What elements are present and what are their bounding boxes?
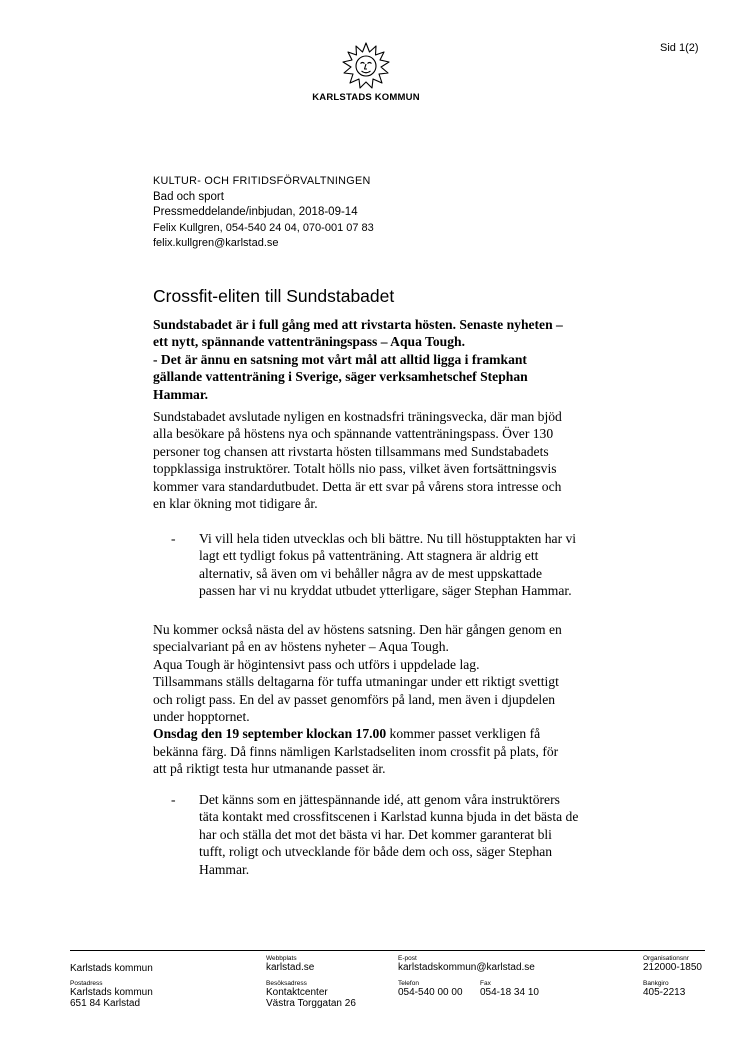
quote-dash: - (171, 531, 176, 546)
event-date-rest: kommer passet verkligen få (386, 726, 541, 742)
footer-visit-line1: Kontaktcenter (266, 987, 328, 998)
paragraph-line: Tillsammans ställs deltagarna för tuffa utmaningar under ett riktigt svettigt (153, 674, 559, 690)
quote-line: Hammar. (199, 861, 250, 877)
footer-bank-value: 405-2213 (643, 987, 686, 998)
footer-org-name-value: Karlstads kommun (70, 963, 153, 974)
footer-email-value[interactable]: karlstadskommun@karlstad.se (398, 962, 535, 973)
footer-bank-label: Bankgiro (643, 980, 669, 987)
quote-line: Det känns som en jättespännande idé, att genom våra instruktörers (199, 792, 560, 807)
lead-line: gällande vattenträning i Sverige, säger verksamhetschef Stephan (153, 369, 528, 385)
paragraph-line: att på riktigt testa hur utmanande passet är. (153, 761, 386, 777)
lead-line: Hammar. (153, 386, 208, 402)
paragraph-line: under hopptornet. (153, 709, 250, 725)
lead-line: ett nytt, spännande vattenträningspass – Aqua Tough. (153, 334, 465, 350)
quote-1 (171, 530, 626, 600)
contact-email[interactable]: felix.kullgren@karlstad.se (153, 237, 279, 250)
page-title: Crossfit-eliten till Sundstabadet (153, 286, 395, 306)
footer-divider (70, 950, 705, 951)
paragraph-line: alla besökare på höstens nya och spännande vattenträningspass. Över 130 (153, 426, 554, 442)
footer-fax-label: Fax (480, 980, 491, 987)
lead-line: - Det är ännu en satsning mot vårt mål att alltid ligga i framkant (153, 351, 527, 367)
footer-bank (643, 980, 685, 998)
unit: Bad och sport (153, 190, 224, 203)
footer-visit-label: Besöksadress (266, 980, 307, 987)
footer-phone-value: 054-540 00 00 (398, 987, 463, 998)
footer-web-label: Webbplats (266, 955, 297, 962)
sun-logo-icon (341, 42, 391, 90)
quote-dash: - (171, 792, 176, 807)
quote-line: täta kontakt med crossfitscenen i Karlstad kunna bjuda in det bästa de (199, 809, 579, 825)
paragraph-2 (153, 621, 623, 778)
footer-visit (266, 980, 356, 1009)
logo-name: KARLSTADS KOMMUN (312, 92, 420, 103)
paragraph-line: bekänna färg. Då finns nämligen Karlstadseliten inom crossfit på plats, för (153, 743, 559, 759)
footer-phone (398, 980, 463, 998)
footer-postal-line1: Karlstads kommun (70, 987, 153, 998)
footer-email-label: E-post (398, 955, 417, 962)
footer-org-name (70, 963, 153, 974)
quote-2 (171, 791, 626, 878)
quote-line: tufft, roligt och utvecklande för både dem och oss, säger Stephan (199, 844, 553, 860)
footer-postal-line2: 651 84 Karlstad (70, 998, 141, 1009)
footer-web-value[interactable]: karlstad.se (266, 962, 315, 973)
footer-email (398, 955, 535, 973)
lead-paragraph (153, 316, 623, 403)
paragraph-line: och roligt pass. En del av passet genomförs på land, men även i djupdelen (153, 691, 556, 707)
paragraph-line: specialvariant på en av höstens nyheter – Aqua Tough. (153, 639, 449, 655)
page-number: Sid 1(2) (660, 42, 699, 54)
paragraph-line: en klar ökning mot tidigare år. (153, 496, 318, 512)
lead-line: Sundstabadet är i full gång med att rivstarta hösten. Senaste nyheten – (153, 317, 563, 332)
footer-orgnr-label: Organisationsnr (643, 955, 689, 962)
event-date: Onsdag den 19 september klockan 17.00 (153, 726, 387, 742)
sender-block (153, 174, 374, 252)
paragraph-1 (153, 408, 623, 512)
footer-orgnr (643, 955, 702, 973)
quote-line: alternativ, så även om vi behåller några av de mest uppskattade (199, 565, 542, 581)
footer-web (266, 955, 314, 973)
quote-line: passen har vi nu kryddat utbudet ytterligare, säger Stephan Hammar. (199, 583, 572, 599)
paragraph-line: Nu kommer också nästa del av höstens satsning. Den här gången genom en (153, 622, 562, 637)
quote-text (199, 530, 626, 600)
footer-fax-value: 054-18 34 10 (480, 987, 539, 998)
paragraph-line: kommer vara standardutbudet. Detta är ett svar på vårens stora intresse och (153, 478, 562, 494)
quote-line: Vi vill hela tiden utvecklas och bli bättre. Nu till höstupptakten har vi (199, 531, 577, 546)
footer-visit-line2: Västra Torggatan 26 (266, 998, 356, 1009)
event-date-line (153, 725, 623, 742)
paragraph-line: Sundstabadet avslutade nyligen en kostnadsfri träningsvecka, där man bjöd (153, 409, 562, 424)
document-type: Pressmeddelande/inbjudan, 2018-09-14 (153, 206, 358, 219)
footer-orgnr-value: 212000-1850 (643, 962, 702, 973)
paragraph-line: Aqua Tough är högintensivt pass och utförs i uppdelade lag. (153, 656, 480, 672)
footer-phone-label: Telefon (398, 980, 419, 987)
paragraph-line: personer tog chansen att rivstarta hösten tillsammans med Sundstabadets (153, 443, 549, 459)
quote-text (199, 791, 626, 878)
contact-person: Felix Kullgren, 054-540 24 04, 070-001 07 83 (153, 221, 374, 234)
footer-fax (480, 980, 539, 998)
paragraph-line: toppklassiga instruktörer. Totalt hölls nio pass, vilket även fortsättningsvis (153, 461, 557, 477)
footer-postal-label: Postadress (70, 980, 103, 987)
logo (296, 42, 436, 103)
quote-line: lagt ett tydligt fokus på vattenträning. Att stagnera är aldrig ett (199, 548, 539, 564)
footer-postal (70, 980, 153, 1009)
department: KULTUR- OCH FRITIDSFÖRVALTNINGEN (153, 175, 371, 187)
quote-line: har och ställa det mot det bästa vi har. Det kommer garanterat bli (199, 826, 552, 842)
